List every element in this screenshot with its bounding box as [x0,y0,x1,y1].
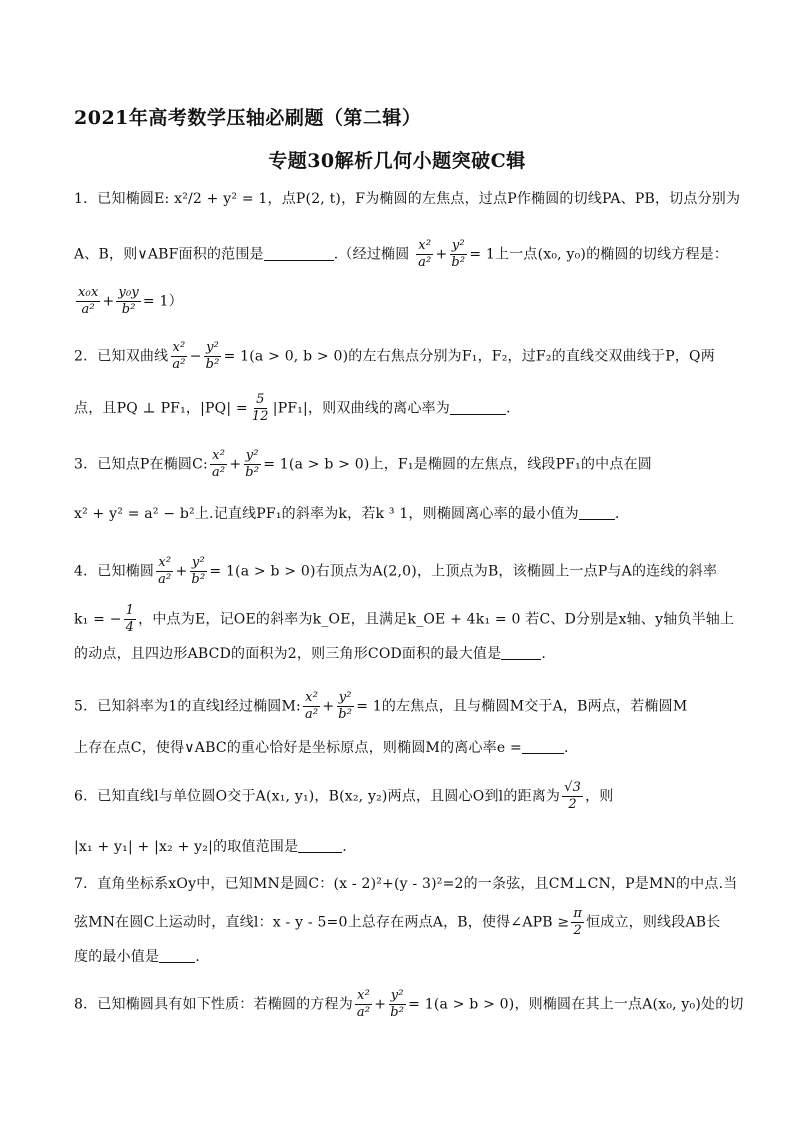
fraction-1-over-4: $\frac{1}{4}$ [125,603,135,635]
q1-text-post: .（经过椭圆 [333,246,410,263]
fraction-y2-over-b2: $\frac{\text{y²}}{\text{b²}}$ [451,238,466,270]
question-5-line-1: 5．已知斜率为1的直线l经过椭圆M: $\frac{\text{x²}}{\text{a²}}$ + $\frac{\text{y²}}{\text{b²}}$ = 1的左焦点，且与椭圆M交于A，B两点，若椭圆M [74,690,688,722]
fraction-y0y-over-b2: $\frac{\text{y₀y}}{\text{b²}}$ [118,285,139,317]
page-subtitle: 专题30解析几何小题突破C辑 [268,150,526,172]
fraction-y2-over-b2: $\frac{\text{y²}}{\text{b²}}$ [338,690,353,722]
answer-blank-6 [298,838,342,853]
q1-text-end: = 1） [142,293,183,310]
q1-text-tail: = 1上一点(x₀, y₀)的椭圆的切线方程是： [469,246,729,263]
question-7-line-1: 7．直角坐标系xOy中，已知MN是圆C：(x - 2)²+(y - 3)²=2的一条弦，且CM⊥CN，P是MN的中点.当 [74,876,738,892]
q1-text-pre: A、B，则∨ABF面积的范围是 [74,246,264,263]
fraction-y2-over-b2: $\frac{\text{y²}}{\text{b²}}$ [390,988,405,1020]
fraction-x0x-over-a2: $\frac{\text{x₀x}}{\text{a²}}$ [78,285,99,317]
answer-blank-2 [450,400,506,415]
question-7-line-2: 弦MN在圆C上运动时，直线l：x - y - 5=0上总存在两点A，B，使得∠APB ≥ $\frac{\pi}{2}$ 恒成立，则线段AB长 [74,906,721,938]
question-4-line-1: 4．已知椭圆 $\frac{\text{x²}}{\text{a²}}$ + $\frac{\text{y²}}{\text{b²}}$ = 1(a > b > 0)右顶点为A(2,0)，上顶点为B，该椭圆上一点P与A的连线的斜率 [74,555,718,587]
question-1-line-1: 1．已知椭圆E: x²/2 + y² = 1，点P(2, t)，F为椭圆的左焦点，过点P作椭圆的切线PA、PB，切点分别为 [74,191,741,207]
answer-blank-4 [501,645,541,660]
fraction-x2-over-a2: $\frac{\text{x²}}{\text{a²}}$ [172,340,186,372]
answer-blank-5 [522,739,564,754]
answer-blank-1 [264,246,334,261]
fraction-x2-over-a2: $\frac{\text{x²}}{\text{a²}}$ [158,555,172,587]
question-3-line-2: x² + y² = a² − b²上.记直线PF₁的斜率为k，若k ³ 1，则椭圆离心率的最小值为 . [74,506,620,522]
fraction-5-over-12: $\frac{5}{12}$ [251,392,269,424]
fraction-sqrt3-over-2: $\frac{√3}{2}$ [564,780,582,812]
question-8-line-1: 8．已知椭圆具有如下性质：若椭圆的方程为 $\frac{\text{x²}}{\text{a²}}$ + $\frac{\text{y²}}{\text{b²}}$ = 1(a > b > 0)，则椭圆在其上一点A(x₀, y₀)处的切 [74,988,744,1020]
fraction-x2-over-a2: $\frac{\text{x²}}{\text{a²}}$ [211,448,226,480]
page-title: 2021年高考数学压轴必刷题（第二辑） [74,107,422,129]
fraction-pi-over-2: $\frac{\pi}{2}$ [573,906,583,938]
question-7-line-3: 度的最小值是 . [74,949,200,965]
question-5-line-2: 上存在点C，使得∨ABC的重心恰好是坐标原点，则椭圆M的离心率e = . [74,740,569,756]
question-1-line-3: $\frac{\text{x₀x}}{\text{a²}}$ + $\frac{\text{y₀y}}{\text{b²}}$ = 1） [78,285,183,317]
fraction-x2-over-a2: $\frac{\text{x²}}{\text{a²}}$ [356,988,371,1020]
question-1-line-2: A、B，则∨ABF面积的范围是 .（经过椭圆 $\frac{\text{x²}}{\text{a²}}$ + $\frac{\text{y²}}{\text{b²}}$ = 1上一点(x₀, y₀)的椭圆的切线方程是： [74,238,729,270]
fraction-y2-over-b2: $\frac{\text{y²}}{\text{b²}}$ [245,448,260,480]
question-3-line-1: 3．已知点P在椭圆C: $\frac{\text{x²}}{\text{a²}}$ + $\frac{\text{y²}}{\text{b²}}$ = 1(a > b > 0)上，F₁是椭圆的左焦点，线段PF₁的中点在圆 [74,448,652,480]
question-2-line-1: 2．已知双曲线 $\frac{\text{x²}}{\text{a²}}$ − $\frac{\text{y²}}{\text{b²}}$ = 1(a > 0, b > 0)的左右焦点分别为F₁，F₂，过F₂的直线交双曲线于P，Q两 [74,340,715,372]
fraction-x2-over-a2: $\frac{\text{x²}}{\text{a²}}$ [304,690,319,722]
fraction-y2-over-b2: $\frac{\text{y²}}{\text{b²}}$ [205,340,220,372]
question-4-line-3: 的动点，且四边形ABCD的面积为2，则三角形COD面积的最大值是 . [74,646,546,662]
answer-blank-3 [579,505,615,520]
fraction-y2-over-b2: $\frac{\text{y²}}{\text{b²}}$ [191,555,206,587]
question-4-line-2: k₁ = − $\frac{1}{4}$ ，中点为E，记OE的斜率为k_OE，且满足k_OE + 4k₁ = 0 若C、D分别是x轴、y轴负半轴上 [74,603,735,635]
question-6-line-1: 6．已知直线l与单位圆O交于A(x₁, y₁)，B(x₂, y₂)两点，且圆心O到l的距离为 $\frac{√3}{2}$ ，则 [74,780,614,812]
answer-blank-7 [159,948,195,963]
question-2-line-2: 点，且PQ ⊥ PF₁，|PQ| = $\frac{5}{12}$ |PF₁|，则双曲线的离心率为 . [74,392,511,424]
fraction-x2-over-a2: $\frac{\text{x²}}{\text{a²}}$ [418,238,432,270]
question-6-line-2: |x₁ + y₁| + |x₂ + y₂|的取值范围是 . [74,839,347,855]
